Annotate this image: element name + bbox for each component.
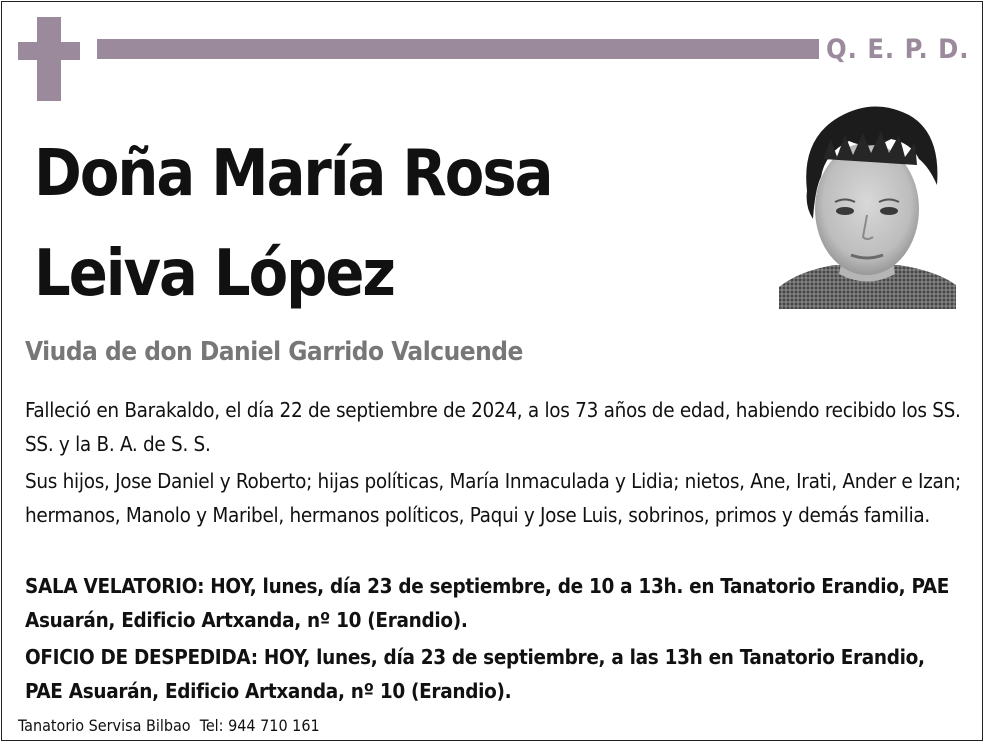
qepd-label: Q. E. P. D. [826,34,970,65]
death-paragraph: Falleció en Barakaldo, el día 22 de septiembre de 2024, a los 73 años de edad, habiendo recibido los SS. SS. y la B. A. de S. S. [25,398,961,456]
portrait-image [779,99,956,309]
deceased-name-line1: Doña María Rosa [34,137,552,211]
farewell-paragraph: OFICIO DE DESPEDIDA: HOY, lunes, día 23 de septiembre, a las 13h en Tanatorio Erandio, PAE Asuarán, Edificio Artxanda, nº 10 (Erandio). [25,645,925,703]
family-paragraph: Sus hijos, Jose Daniel y Roberto; hijas políticas, María Inmaculada y Lidia; nietos, Ane, Irati, Ander e Izan; hermanos, Manolo y Maribel, hermanos políticos, Paqui y Jose Luis, sobrinos, primos y demás familia. [25,469,961,527]
deceased-name-line2: Leiva López [34,237,394,311]
funeral-home-footer: Tanatorio Servisa Bilbao Tel: 944 710 161 [18,716,320,735]
portrait-photo [779,99,956,309]
header-divider-bar [97,39,819,59]
cross-horizontal-beam [18,42,80,60]
wake-paragraph: SALA VELATORIO: HOY, lunes, día 23 de septiembre, de 10 a 13h. en Tanatorio Erandio, PAE Asuarán, Edificio Artxanda, nº 10 (Erandio). [25,574,950,632]
widow-of-text: Viuda de don Daniel Garrido Valcuende [25,337,523,367]
